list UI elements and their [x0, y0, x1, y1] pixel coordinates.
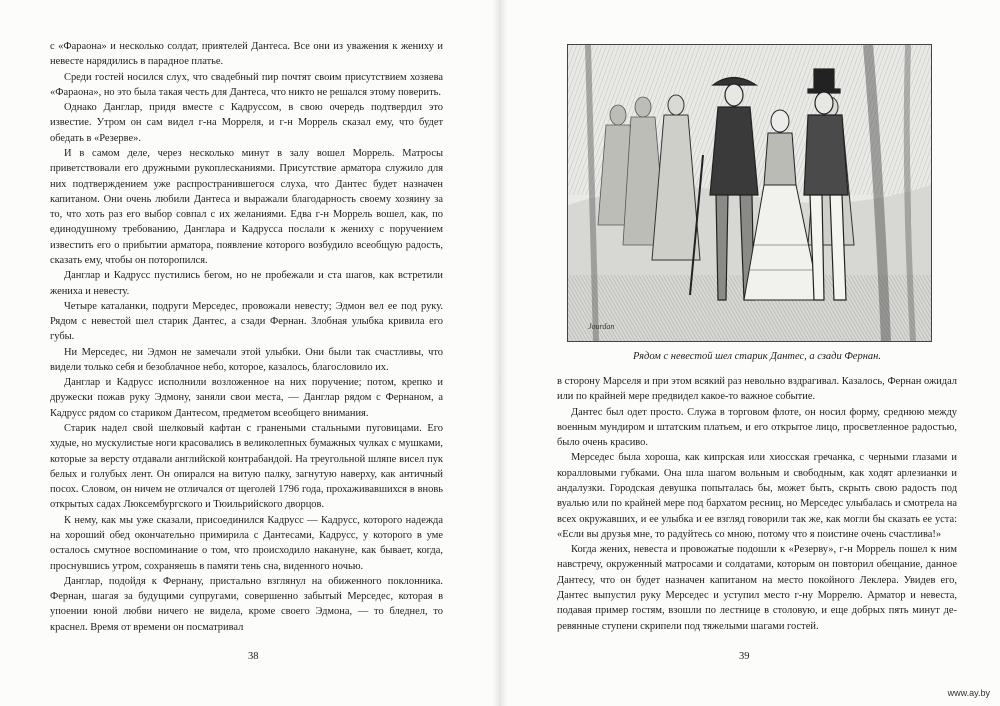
text-line: Мерседес, которая в упоении юной любви ничего не видела, кроме своего	[50, 591, 444, 618]
engraver-signature: Jourdan	[588, 322, 615, 331]
text-line: Среди гостей носился слух, что свадебный пир почтят своим присут	[64, 71, 376, 83]
engraving-illustration	[567, 44, 932, 342]
text-line: ным, как ходят арлезианки и андалузки. Городская девушка попыталась	[557, 467, 957, 494]
text-line: среднюю между военным мундиром и штатским платьем, и его открытое	[557, 406, 957, 433]
paragraph	[50, 268, 443, 299]
text-line: Фернан ожидал или по крайней мере предвидел какое-то важное событие.	[557, 376, 957, 403]
text-line: питаном на место покойного Леклера. Увидев его, Дантес выпустил руку	[557, 574, 957, 601]
text-line: что Дантес будет назначен капитаном. Они очень любили Дантеса и выра	[50, 178, 444, 205]
text-line: это известие. Утром он сам видел г-на Морреля, и г-н Моррель сказал ему,	[50, 102, 443, 129]
text-line: очень счастлива!»	[861, 528, 942, 540]
text-line: Данглар и Кадрусс пустились бегом, но не пробежали и ста шагов, как	[64, 270, 394, 282]
paragraph	[557, 374, 957, 405]
page-number-left: 38	[248, 651, 259, 662]
text-line: Мерседес была хороша, как кипрская или хиосская гречанка, с черны	[571, 452, 897, 464]
text-line: не решался этому поверить.	[316, 86, 442, 98]
text-line: встретили жениха и невесту.	[50, 270, 443, 297]
text-line: бархатом ресниц, но Мерседес улыбалась и смотрела на всех окружав	[557, 498, 957, 525]
paragraph	[50, 345, 443, 376]
text-line: тора служило для них подтверждением уже распространившегося слуха,	[50, 163, 443, 190]
text-line: гословило их.	[327, 361, 389, 373]
text-line: о прибытии арматора, появление которого возбудило всеобщую радость,	[114, 239, 443, 251]
text-line: ствием хозяева «Фараона», но это была такая честь для Дантеса, что никто	[50, 71, 443, 98]
text-line: цами. Его худые, но мускулистые ноги красовались в великолепных бу	[50, 423, 443, 450]
text-line: клонника. Фернан, шагая за будущими супругами, совершенно забытый	[50, 575, 443, 603]
text-line: рядом с Фернаном, а Кадрусс рядом со стариком Дантесом, предметом	[50, 392, 444, 419]
paragraph	[50, 70, 443, 101]
text-line: ная улыбка кривила его губы.	[50, 316, 443, 343]
paragraph	[50, 100, 443, 146]
text-line: исходило накануне, как бывает, когда, проснувшись утром, сохраняешь в	[50, 545, 443, 572]
text-line: трабандой. На треугольной шляпе висел пук белых и голубых лент. Он	[50, 453, 443, 480]
paragraph	[557, 542, 957, 634]
paragraph	[50, 574, 443, 635]
engraving-drawing	[568, 45, 931, 341]
illustration-caption: Рядом с невестой шел старик Дантес, а сзади Фернан.	[632, 351, 882, 362]
text-line: К нему, как мы уже сказали, присоединился Кадрусс — Кадрусс, кото	[64, 514, 383, 526]
text-line: рель пошел к ним навстречу, окруженный матросами и солдатами, ко	[557, 544, 957, 571]
text-line: Старик надел свой шелковый кафтан с гранеными стальными пугови	[64, 423, 397, 435]
text-line: Однако Данглар, придя вместе с Кадруссом, в свою очередь подтвердил	[64, 102, 423, 114]
text-line: сы приветствовали его дружными рукоплесканиями. Присутствие арма	[50, 147, 443, 175]
paragraph	[50, 299, 443, 345]
text-line: лицо, просветленное радостью, было очень красиво.	[557, 421, 958, 449]
text-line: всеобщего внимания.	[273, 407, 369, 419]
text-line: жали благодарность своему хозяину за то, что хоть раз его выбор совпал с	[50, 193, 443, 221]
text-line: он ничем не отличался от щеголей 1796 года, прохаживавшихся в вновь	[120, 484, 444, 496]
text-line: Дантес был одет просто. Служа в торговом флоте, он носил форму,	[571, 406, 880, 418]
paragraph	[557, 450, 957, 542]
text-line: рого надежда на хороший обед окончательно примирила с Дантесами,	[50, 514, 443, 541]
text-line: мер гостям, взошли по лестнице в столовую, и еще добрых пять минут де	[611, 605, 958, 617]
text-line: стливы, что видели только себя и безоблачное небо, которое, казалось, бла	[50, 346, 443, 373]
text-line: ших, и ее улыбка и ее взгляд говорили так же, как могли бы сказать	[616, 513, 920, 525]
paragraph	[50, 146, 443, 268]
text-line: сказать ему, чтобы он поторопился.	[50, 254, 208, 266]
text-line: Ни Мерседес, ни Эдмон не замечали этой улыбки. Они были так сча	[64, 346, 390, 358]
text-line: Четыре каталанки, подруги Мерседес, провожали невесту; Эдмон вел	[64, 300, 384, 312]
paragraph	[50, 39, 443, 70]
right-page-text	[557, 374, 957, 634]
text-line: крепко и дружески пожав руку Эдмону, заняли свои места, — Данглар	[50, 377, 443, 404]
paragraph	[50, 513, 443, 574]
paragraph	[50, 421, 443, 513]
text-line: с «Фараона» и несколько солдат, приятелей Дантеса. Все они из уваже	[50, 41, 373, 52]
text-line: Данглар и Кадрусс исполнили возложенное на них поручение; потом,	[64, 377, 397, 389]
text-line: Эдмона, — то бледнел, то краснел. Время от времени он посматривал	[50, 606, 443, 633]
text-line: мажных чулках с мушками, которые за версту отдавали английской кон	[50, 438, 443, 465]
paragraph	[557, 405, 957, 451]
text-line: ее уста: «Если вы друзья мне, то радуйтесь со мною, потому что я поистине	[557, 513, 958, 540]
text-line: нию, Данглара и Кадрусса послали к жениху с поручением известить его	[50, 224, 443, 251]
text-line: их желаниями. Едва г-н Моррель вошел, как, по единодушному требова	[50, 209, 443, 236]
text-line: памяти тень сна, виденного ночью.	[206, 560, 364, 572]
left-page-text	[50, 39, 443, 635]
text-line: бы, может быть, скрыть свою радость под вуалью или по крайней мере под	[557, 482, 958, 510]
text-line: ревянные ступени скрипели под тяжелыми шагами гостей.	[557, 620, 819, 632]
text-line: опирался на витую палку, загнутую наверху, как античный посох. Словом,	[50, 468, 444, 496]
text-line: что будет обедать в «Резерве».	[50, 117, 444, 144]
text-line: ния к жениху и невесте нарядились в парадное платье.	[50, 41, 444, 68]
paragraph	[50, 375, 443, 421]
right-page	[500, 0, 1000, 706]
text-line: Мерседес и уступил место г-ну Моррелю. Арматор и невеста, подавая при	[557, 589, 957, 617]
text-line: ми глазами и коралловыми губками. Она шла шагом вольным и свобод	[557, 452, 957, 479]
watermark: www.ay.by	[947, 688, 990, 698]
text-line: Данглар, подойдя к Фернану, пристально взглянул на обиженного по	[64, 575, 399, 587]
text-line: в сторону Марселя и при этом всякий раз невольно вздрагивал. Казалось,	[557, 376, 885, 387]
text-line: Когда жених, невеста и провожатые подошли к «Резерву», г-н Мор	[571, 544, 876, 556]
text-line: И в самом деле, через несколько минут в залу вошел Моррель. Матро	[64, 147, 432, 159]
text-line: торым он повторил обещание, данное Дантесу, что он будет назначен ка	[557, 559, 957, 586]
text-line: Кадрусс, у которого в уме осталось смутное воспоминание о том, что про	[50, 530, 443, 557]
page-number-right: 39	[739, 651, 750, 662]
book-gutter-shadow	[492, 0, 508, 706]
text-line: ее под руку. Рядом с невестой шел старик Дантес, а сзади Фернан. Злоб	[50, 300, 443, 328]
text-line: открытых садах Люксембургского и Тюильрийского дворцов.	[50, 499, 325, 511]
